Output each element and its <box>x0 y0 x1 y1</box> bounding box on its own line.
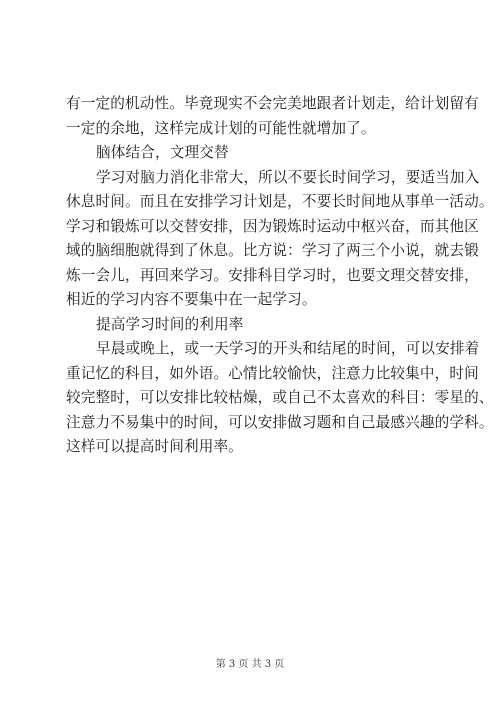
text-line: 一定的余地，这样完成计划的可能性就增加了。 <box>66 119 376 137</box>
section-heading: 提高学习时间的利用率 <box>96 315 244 333</box>
text-line: 域的脑细胞就得到了休息。比方说：学习了两三个小说，就去锻 <box>66 242 479 259</box>
text-line: 注意力不易集中的时间，可以安排做习题和自己最感兴趣的学科。 <box>66 413 494 431</box>
text-line: 休息时间。而且在安排学习计划是，不要长时间地从事单一活动。 <box>66 193 494 210</box>
page-number-footer: 第 3 页 共 3 页 <box>215 659 285 670</box>
paragraph-start: 早晨或晚上，或一天学习的开头和结尾的时间，可以安排着 <box>96 340 480 357</box>
text-line: 有一定的机动性。毕竟现实不会完美地跟者计划走，给计划留有 <box>66 95 479 112</box>
text-line: 炼一会儿，再回来学习。安排科目学习时，也要文理交替安排， <box>66 266 479 284</box>
text-line: 相近的学习内容不要集中在一起学习。 <box>66 291 317 308</box>
section-heading: 脑体结合，文理交替 <box>96 144 229 161</box>
text-line: 这样可以提高时间利用率。 <box>66 438 243 455</box>
paragraph-start: 学习对脑力消化非常大，所以不要长时间学习，要适当加入 <box>96 168 480 186</box>
text-line: 学习和锻炼可以交替安排，因为锻炼时运动中枢兴奋，而其他区 <box>66 217 479 235</box>
document-body <box>66 92 494 460</box>
text-line: 重记忆的科目，如外语。心情比较愉快，注意力比较集中，时间 <box>66 364 479 382</box>
text-line: 较完整时，可以安排比较枯燥，或自己不太喜欢的科目：零星的、 <box>66 389 494 406</box>
